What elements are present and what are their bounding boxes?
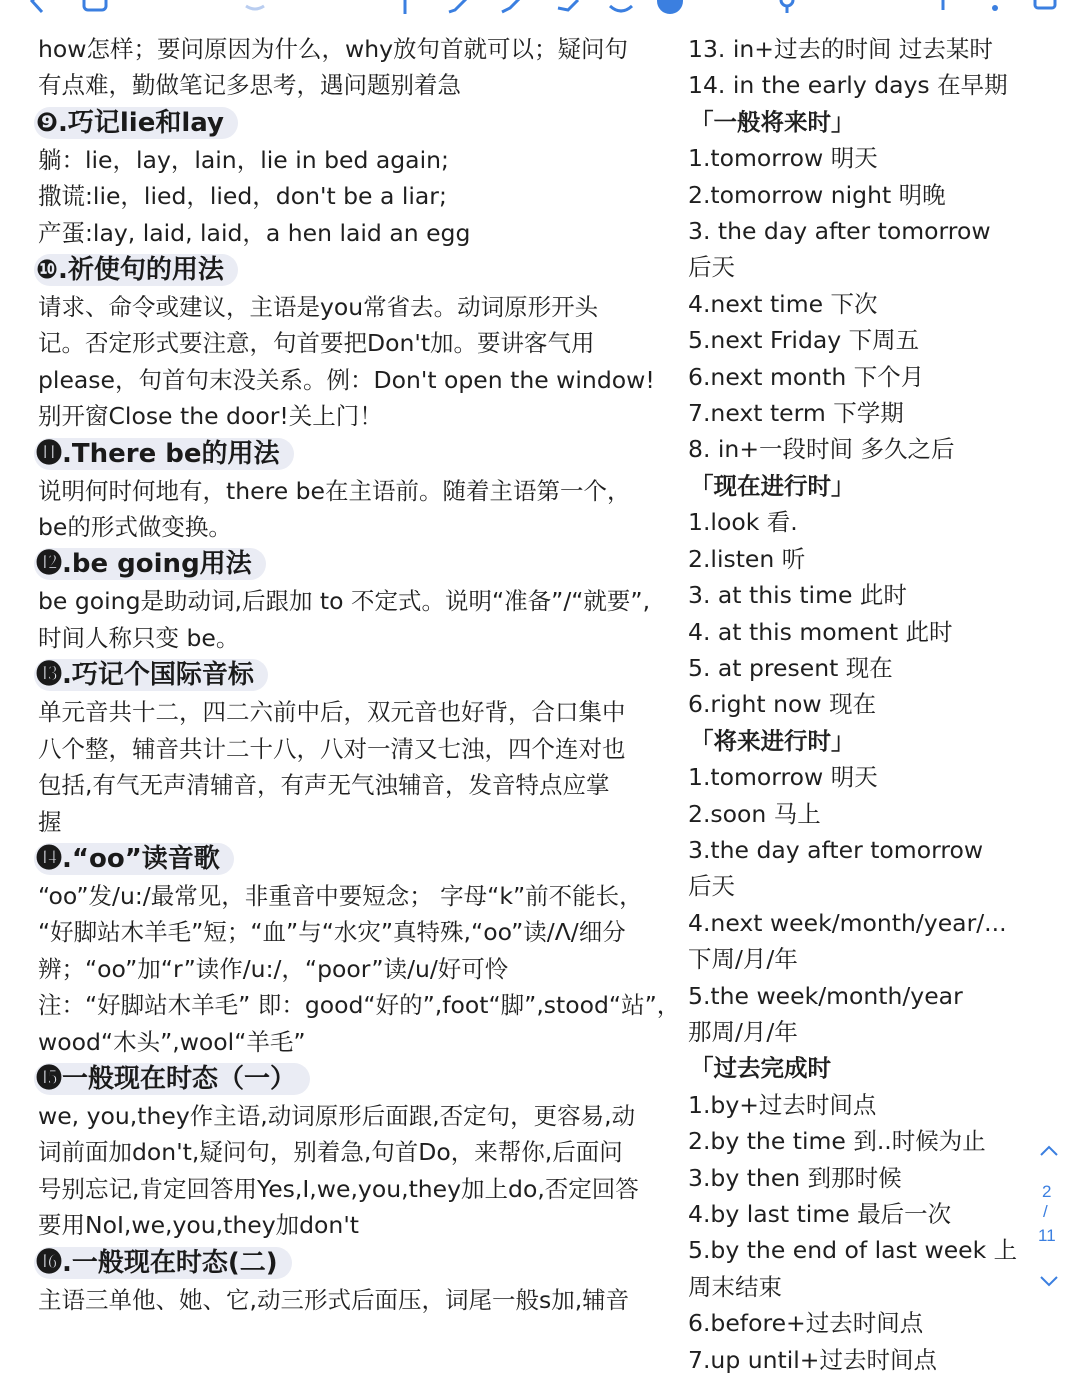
text-line: 说明何时何地有，there be在主语前。随着主语第一个， xyxy=(38,476,631,505)
lasso-icon[interactable] xyxy=(390,0,420,16)
text-line: 5.by the end of last week 上 xyxy=(688,1236,1018,1265)
mic-icon[interactable] xyxy=(772,0,802,16)
heading-label: ⓫.There be的用法 xyxy=(34,438,294,470)
text-line: 6.next month 下个月 xyxy=(688,362,925,391)
section-heading-9 xyxy=(34,104,683,142)
add-page-icon[interactable] xyxy=(928,0,958,16)
text-line: 躺：lie，lay，lain，lie in bed again; xyxy=(38,145,449,174)
heading-label: ⓬.be going用法 xyxy=(34,548,266,580)
text-line: 5.next Friday 下周五 xyxy=(688,326,920,355)
section-heading-15 xyxy=(34,1060,683,1098)
text-line: 要用NoI,we,you,they加don't xyxy=(38,1211,359,1240)
heading-label: ⓭.巧记个国际音标 xyxy=(34,659,268,691)
window-icon[interactable] xyxy=(80,0,110,16)
eraser-icon[interactable] xyxy=(552,0,582,16)
text-line: 1.by+过去时间点 xyxy=(688,1090,877,1119)
section-heading-10 xyxy=(34,251,683,289)
total-pages: 11 xyxy=(1038,1226,1056,1245)
text-line: 包括,有气无声清辅音，有声无气浊辅音，发音特点应掌 xyxy=(38,771,610,800)
text-line: 6.before+过去时间点 xyxy=(688,1309,924,1338)
current-page: 2 xyxy=(1042,1182,1052,1201)
text-line: 1.tomorrow 明天 xyxy=(688,144,878,173)
text-line: 记。否定形式要注意，句首要把Don't加。要讲客气用 xyxy=(38,329,595,358)
section-heading-14 xyxy=(34,840,683,878)
text-line: 5.the week/month/year xyxy=(688,981,963,1010)
section-heading-11 xyxy=(34,435,683,473)
heading-label: ⓰.一般现在时态(二) xyxy=(34,1247,292,1279)
text-line: 13. in+过去的时间 过去某时 xyxy=(688,35,993,63)
left-column xyxy=(38,31,683,1318)
text-line: 4.next time 下次 xyxy=(688,289,878,318)
pen-icon[interactable] xyxy=(445,0,475,16)
text-line: 注：“好脚站木羊毛” 即：good“好的”,foot“脚”,stood“站”， xyxy=(38,991,681,1020)
text-line: wood“木头”,wool“羊毛” xyxy=(38,1027,306,1056)
text-line: 2.by the time 到..时候为止 xyxy=(688,1127,986,1156)
heading-label: ⓯一般现在时态（一） xyxy=(34,1063,310,1095)
text-line: how怎样；要问原因为什么，why放句首就可以；疑问句 xyxy=(38,35,629,63)
text-line: 产蛋:lay, laid, laid，a hen laid an egg xyxy=(38,218,471,247)
text-line: 别开窗Close the door!关上门！ xyxy=(38,402,383,431)
text-line: 1.tomorrow 明天 xyxy=(688,763,878,792)
text-line: be going是助动词,后跟加 to 不定式。说明“准备”/“就要”, xyxy=(38,587,651,616)
heading-past-perfect: 「过去完成时 xyxy=(690,1054,831,1083)
right-column xyxy=(688,31,1028,1378)
highlighter-icon[interactable] xyxy=(498,0,528,16)
text-line: 14. in the early days 在早期 xyxy=(688,71,1008,100)
text-line: 时间人称只变 be。 xyxy=(38,623,240,652)
text-line: “oo”发/u:/最常见，非重音中要短念； 字母“k”前不能长， xyxy=(38,881,643,910)
text-line: 2.listen 听 xyxy=(688,544,806,573)
text-line: be的形式做变换。 xyxy=(38,513,232,542)
text-line: 周末结束 xyxy=(688,1272,782,1301)
text-line: 词前面加don't,疑问句，别着急,句首Do，来帮你,后面问 xyxy=(38,1138,623,1167)
text-line: 主语三单他、她、它,动三形式后面压，词尾一般s加,辅音 xyxy=(38,1285,630,1314)
text-line: 6.right now 现在 xyxy=(688,690,877,719)
chevron-up-icon[interactable] xyxy=(1038,1140,1060,1162)
text-line: please，句首句末没关系。例：Don't open the window! xyxy=(38,365,655,394)
heading-future-progressive: 「将来进行时」 xyxy=(690,726,855,755)
text-line: 4. at this moment 此时 xyxy=(688,617,953,646)
back-icon[interactable] xyxy=(22,0,52,16)
color-icon[interactable] xyxy=(655,0,685,16)
text-line: 3. at this time 此时 xyxy=(688,581,907,610)
heading-label: ⓮.“oo”读音歌 xyxy=(34,843,234,875)
text-line: 后天 xyxy=(688,872,735,901)
text-line: 八个整，辅音共计二十八，八对一清又七浊，四个连对也 xyxy=(38,734,626,763)
top-toolbar xyxy=(0,0,1080,22)
heading-label: ❿.祈使句的用法 xyxy=(34,254,238,286)
page-separator: / xyxy=(1043,1202,1048,1221)
undo-icon[interactable] xyxy=(240,0,270,16)
text-line: 7.next term 下学期 xyxy=(688,399,904,428)
text-line: 撒谎:lie，lied，lied，don't be a liar; xyxy=(38,182,447,211)
heading-label: ❾.巧记lie和lay xyxy=(34,107,238,139)
text-line: 7.up until+过去时间点 xyxy=(688,1345,937,1374)
text-line: 2.tomorrow night 明晚 xyxy=(688,180,946,209)
text-line: 4.by last time 最后一次 xyxy=(688,1200,952,1228)
section-heading-13 xyxy=(34,656,683,694)
text-line: 4.next week/month/year/... xyxy=(688,908,1007,937)
text-line: 2.soon 马上 xyxy=(688,799,821,828)
text-line: 有点难，勤做笔记多思考，遇问题别着急 xyxy=(38,71,461,100)
text-line: 5. at present 现在 xyxy=(688,653,893,682)
more-icon[interactable] xyxy=(980,0,1010,16)
text-line: 那周/月/年 xyxy=(688,1017,798,1046)
text-line: 1.look 看. xyxy=(688,508,798,537)
heading-present-progressive: 「现在进行时」 xyxy=(690,471,855,500)
page-navigator xyxy=(1030,1130,1070,1300)
text-line: 后天 xyxy=(688,253,735,282)
text-line: 3.by then 到那时候 xyxy=(688,1163,902,1192)
text-line: 单元音共十二，四二六前中后，双元音也好背，合口集中 xyxy=(38,698,626,727)
heading-simple-future: 「一般将来时」 xyxy=(690,107,855,136)
text-line: 请求、命令或建议，主语是you常省去。动词原形开头 xyxy=(38,293,599,322)
text-line: we, you,they作主语,动词原形后面跟,否定句，更容易,动 xyxy=(38,1101,636,1130)
text-line: 握 xyxy=(38,807,62,836)
section-heading-16 xyxy=(34,1244,683,1282)
text-line: 3. the day after tomorrow xyxy=(688,217,991,246)
text-line: “好脚站木羊毛”短；“血”与“水灾”真特殊,“oo”读/Λ/细分 xyxy=(38,918,626,947)
shapes-icon[interactable] xyxy=(606,0,636,16)
pages-icon[interactable] xyxy=(1030,0,1060,16)
text-line: 号别忘记,肯定回答用Yes,I,we,you,they加上do,否定回答 xyxy=(38,1174,639,1203)
text-line: 8. in+一段时间 多久之后 xyxy=(688,435,955,464)
text-line: 辨；“oo”加“r”读作/u:/，“poor”读/u/好可怜 xyxy=(38,954,509,983)
text-line: 下周/月/年 xyxy=(688,945,798,974)
section-heading-12 xyxy=(34,545,683,583)
chevron-down-icon[interactable] xyxy=(1038,1270,1060,1292)
text-line: 3.the day after tomorrow xyxy=(688,835,984,864)
